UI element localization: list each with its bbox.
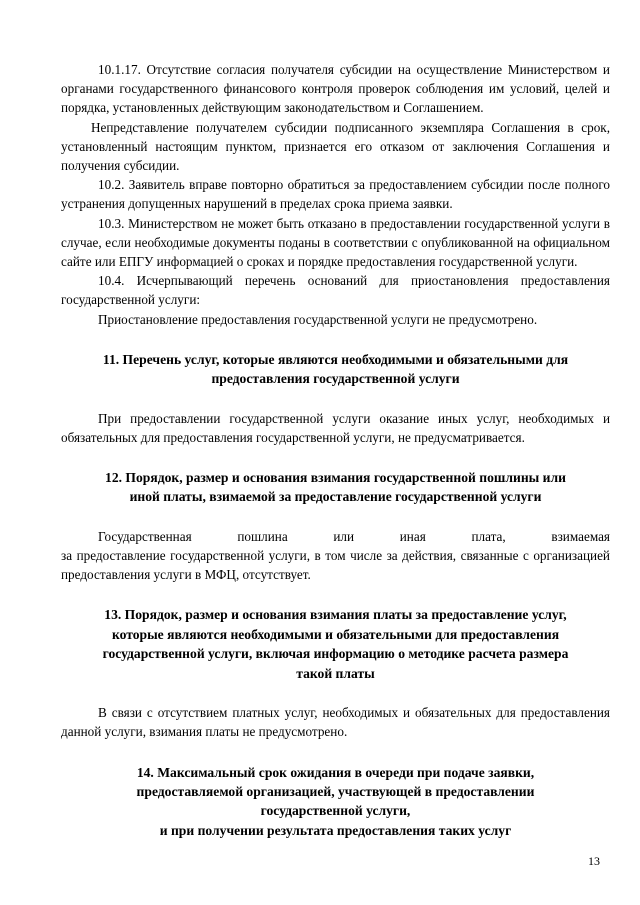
section-12-text-rest: за предоставление государственной услуги, в том числе за действия, связанные с организацией предоставления услуги в МФЦ, отсутствует. — [61, 548, 610, 583]
section-14-heading-line: 14. Максимальный срок ожидания в очереди при подаче заявки, — [136, 764, 535, 780]
document-page — [61, 60, 610, 840]
section-14-heading-line: и при получении результата предоставления таких услуг — [159, 822, 512, 838]
spacer — [61, 584, 610, 605]
spacer — [61, 683, 610, 703]
spacer — [61, 742, 610, 763]
spacer — [61, 447, 610, 468]
section-11-heading-line: предоставления государственной услуги — [211, 371, 460, 387]
section-12-heading — [61, 468, 610, 507]
paragraph-10-2: 10.2. Заявитель вправе повторно обратиться за предоставлением субсидии после полного устранения допущенных нарушений в пределах срока приема заявки. — [61, 177, 610, 212]
section-14-heading-line: предоставляемой организацией, участвующей в предоставлении — [136, 783, 535, 799]
spacer — [61, 389, 610, 409]
section-12-heading-line: иной платы, взимаемой за предоставление государственной услуги — [129, 489, 542, 505]
section-13-heading-line: такой платы — [296, 665, 375, 681]
section-12-text-first-line: Государственная пошлина или иная плата, взимаемая — [98, 528, 610, 544]
paragraph-10-1-17: 10.1.17. Отсутствие согласия получателя субсидии на осуществление Министерством и органами государственного финансового контроля проверок соблюдения им условий, целей и порядка, установленных действующим законодательством и Соглашением. — [61, 62, 610, 116]
page-number: 13 — [588, 854, 600, 868]
section-13-heading-line: которые являются необходимыми и обязательными для предоставления — [111, 626, 560, 642]
spacer — [61, 507, 610, 527]
section-11-text: При предоставлении государственной услуги оказание иных услуг, необходимых и обязательных для предоставления государственной услуги, не предусматривается. — [61, 410, 610, 445]
spacer — [61, 329, 610, 350]
section-13-heading-line: 13. Порядок, размер и основания взимания платы за предоставление услуг, — [104, 607, 567, 623]
section-13-heading-line: государственной услуги, включая информацию о методике расчета размера — [102, 646, 569, 662]
paragraph-agreement-refusal: Непредставление получателем субсидии подписанного экземпляра Соглашения в срок, установленный настоящим пунктом, признается его отказом от заключения Соглашения и получения субсидии. — [61, 119, 610, 174]
paragraph-10-3: 10.3. Министерством не может быть отказано в предоставлении государственной услуги в случае, если необходимые документы поданы в соответствии с опубликованной на официальном сайте или ЕПГУ информацией о сроках и порядке предоставления государственной услуги. — [61, 215, 610, 270]
section-13-heading — [61, 605, 610, 683]
section-14-heading — [61, 763, 610, 841]
section-14-heading-line: государственной услуги, — [260, 803, 411, 819]
section-11-heading-line: 11. Перечень услуг, которые являются необходимыми и обязательными для — [102, 351, 569, 367]
paragraph-suspension: Приостановление предоставления государственной услуги не предусмотрено. — [98, 311, 538, 327]
paragraph-10-4: 10.4. Исчерпывающий перечень оснований для приостановления предоставления государственной услуги: — [61, 273, 610, 308]
section-13-text: В связи с отсутствием платных услуг, необходимых и обязательных для предоставления данной услуги, взимания платы не предусмотрено. — [61, 705, 610, 740]
section-12-heading-line: 12. Порядок, размер и основания взимания государственной пошлины или — [105, 470, 566, 486]
section-11-heading — [61, 350, 610, 389]
